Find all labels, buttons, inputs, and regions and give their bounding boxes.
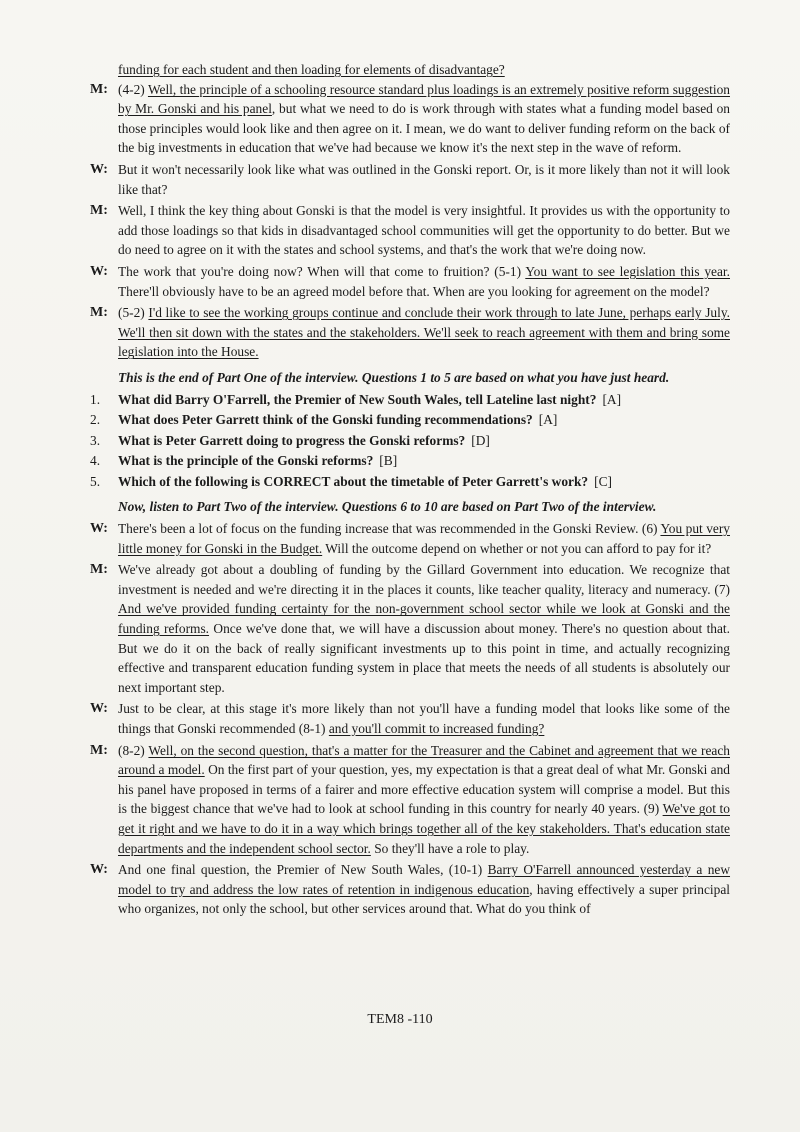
answer-key: [A] [538, 412, 558, 428]
part-one-dialogue [90, 80, 730, 362]
part-one-instruction: This is the end of Part One of the interview. Questions 1 to 5 are based on what you have just heard. [118, 369, 670, 385]
answer-key: [C] [594, 473, 612, 489]
dialogue-turn [90, 160, 730, 199]
question-list [90, 390, 730, 492]
speaker-label: M: [90, 742, 108, 758]
question-item [90, 431, 730, 451]
answer-key: [B] [379, 453, 398, 469]
dialogue-turn [90, 699, 730, 738]
question-text: What did Barry O'Farrell, the Premier of New South Wales, tell Lateline last night? [118, 391, 597, 407]
dialogue-text: So they'll have a role to play. [370, 840, 530, 856]
question-number: 4. [90, 453, 101, 469]
underlined-key-text: You put very little money for Gonski in the Budget. [118, 521, 730, 556]
transcript-body [90, 60, 730, 921]
dialogue-text: There's been a lot of focus on the funding increase that was recommended in the Gonski Review. (6) [118, 521, 661, 537]
dialogue-text: , having effectively a super principal who organizes, not only the school, but other services around that. What do you think of [118, 881, 730, 917]
dialogue-turn [90, 741, 730, 859]
question-item [90, 451, 730, 471]
underlined-key-text: And we've provided funding certainty for the non-government school sector while we look at Gonski and the funding reforms. [118, 601, 730, 637]
dialogue-text: Just to be clear, at this stage it's more likely than not you'll have a funding model that looks like some of the things that Gonski recommended (8-1) [118, 701, 730, 736]
dialogue-text: But it won't necessarily look like what was outlined in the Gonski report. Or, is it more likely than not it will look like that? [118, 161, 730, 197]
speaker-label: M: [90, 203, 108, 219]
part-two-instruction: Now, listen to Part Two of the interview. Questions 6 to 10 are based on Part Two of the interview. [118, 499, 657, 515]
underlined-key-text: Barry O'Farrell announced yesterday a new model to try and address the low rates of retention in indigenous education [118, 862, 731, 897]
dialogue-text: Will the outcome depend on whether or not you can afford to pay for it? [322, 540, 712, 556]
dialogue-text: Well, I think the key thing about Gonski is that the model is very insightful. It provides us with the opportunity to add those loadings so that kids in disadvantaged school communities will get the opportunity to do better. But we do need to agree on it with the states and school systems, and that's the work that we're doing now. [118, 203, 730, 258]
question-item [90, 410, 730, 430]
speaker-label: W: [90, 521, 108, 537]
dialogue-text: There'll obviously have to be an agreed model before that. When are you looking for agreement on the model? [118, 283, 710, 299]
dialogue-turn [90, 201, 730, 260]
page-footer: TEM8 -110 [367, 1012, 433, 1027]
question-text: What is Peter Garrett doing to progress the Gonski reforms? [118, 432, 466, 448]
dialogue-text: Once we've done that, we will have a discussion about money. There's no question about that. But we do it on the back of really significant investments up to this point in time, and actually recognizing effective and transparent education funding system in place that meets the needs of all students is absolutely our next important step. [118, 621, 731, 695]
speaker-label: W: [90, 862, 108, 878]
question-text: What is the principle of the Gonski reforms? [118, 453, 374, 469]
dialogue-turn [90, 80, 730, 158]
underlined-key-text: You want to see legislation this year. [525, 263, 730, 279]
dialogue-turn [90, 262, 730, 301]
part-two-dialogue [90, 519, 730, 919]
speaker-label: M: [90, 81, 108, 97]
speaker-label: W: [90, 701, 108, 717]
speaker-label: M: [90, 562, 108, 578]
dialogue-turn [90, 860, 730, 919]
dialogue-text: , but what we need to do is work through with states what a funding model based on those principles would look like and then agree on it. I mean, we do want to deliver funding reform on the back of the big investments in education that we've had because we know it's the next step in the wave of reform. [118, 101, 731, 156]
question-item [90, 472, 730, 492]
question-number: 2. [90, 412, 101, 428]
question-number: 1. [90, 391, 101, 407]
answer-key: [D] [471, 432, 490, 448]
underlined-key-text: and you'll commit to increased funding? [328, 721, 545, 736]
question-text: Which of the following is CORRECT about the timetable of Peter Garrett's work? [118, 473, 589, 489]
dialogue-text: On the first part of your question, yes, my expectation is that a great deal of what Mr. Gonski and his panel have proposed in terms of a fairer and more effective education system will comprise a model. But this is the biggest chance that we've had to look at school funding in this country for nearly 40 years. (9) [118, 762, 730, 817]
dialogue-text: We've already got about a doubling of funding by the Gillard Government into education. We recognize that investment is needed and we're directing it in the places it counts, like teacher quality, literacy and numeracy. (7) [118, 562, 730, 597]
dialogue-text: And one final question, the Premier of New South Wales, (10-1) [118, 862, 488, 878]
underlined-key-text: I'd like to see the working groups continue and conclude their work through to late June, perhaps early July. We'll then sit down with the states and the stakeholders. We'll seek to reach agreement with them and bring some legislation into the House. [118, 305, 730, 360]
speaker-label: W: [90, 263, 108, 279]
speaker-label: M: [90, 305, 108, 321]
dialogue-text: (8-2) [118, 742, 149, 758]
speaker-label: W: [90, 161, 108, 177]
dialogue-text: (5-2) [118, 305, 149, 321]
question-text: What does Peter Garrett think of the Gonski funding recommendations? [118, 412, 533, 428]
underlined-key-text: Well, on the second question, that's a matter for the Treasurer and the Cabinet and agreement that we reach around a model. [118, 742, 730, 778]
dialogue-turn [90, 560, 730, 697]
underlined-key-text: We've got to get it right and we have to do it in a way which brings together all of the key stakeholders. That's education state departments and the independent school sector. [118, 801, 730, 856]
question-number: 3. [90, 432, 101, 448]
dialogue-text: The work that you're doing now? When will that come to fruition? (5-1) [118, 263, 526, 279]
continuation-line: funding for each student and then loading for elements of disadvantage? [118, 62, 505, 77]
dialogue-turn [90, 519, 730, 558]
question-number: 5. [90, 473, 101, 489]
dialogue-text: (4-2) [118, 81, 148, 97]
dialogue-turn [90, 303, 730, 362]
answer-key: [A] [602, 391, 622, 407]
underlined-key-text: Well, the principle of a schooling resource standard plus loadings is an extremely positive reform suggestion by Mr. Gonski and his panel [118, 81, 730, 117]
question-item [90, 390, 730, 410]
